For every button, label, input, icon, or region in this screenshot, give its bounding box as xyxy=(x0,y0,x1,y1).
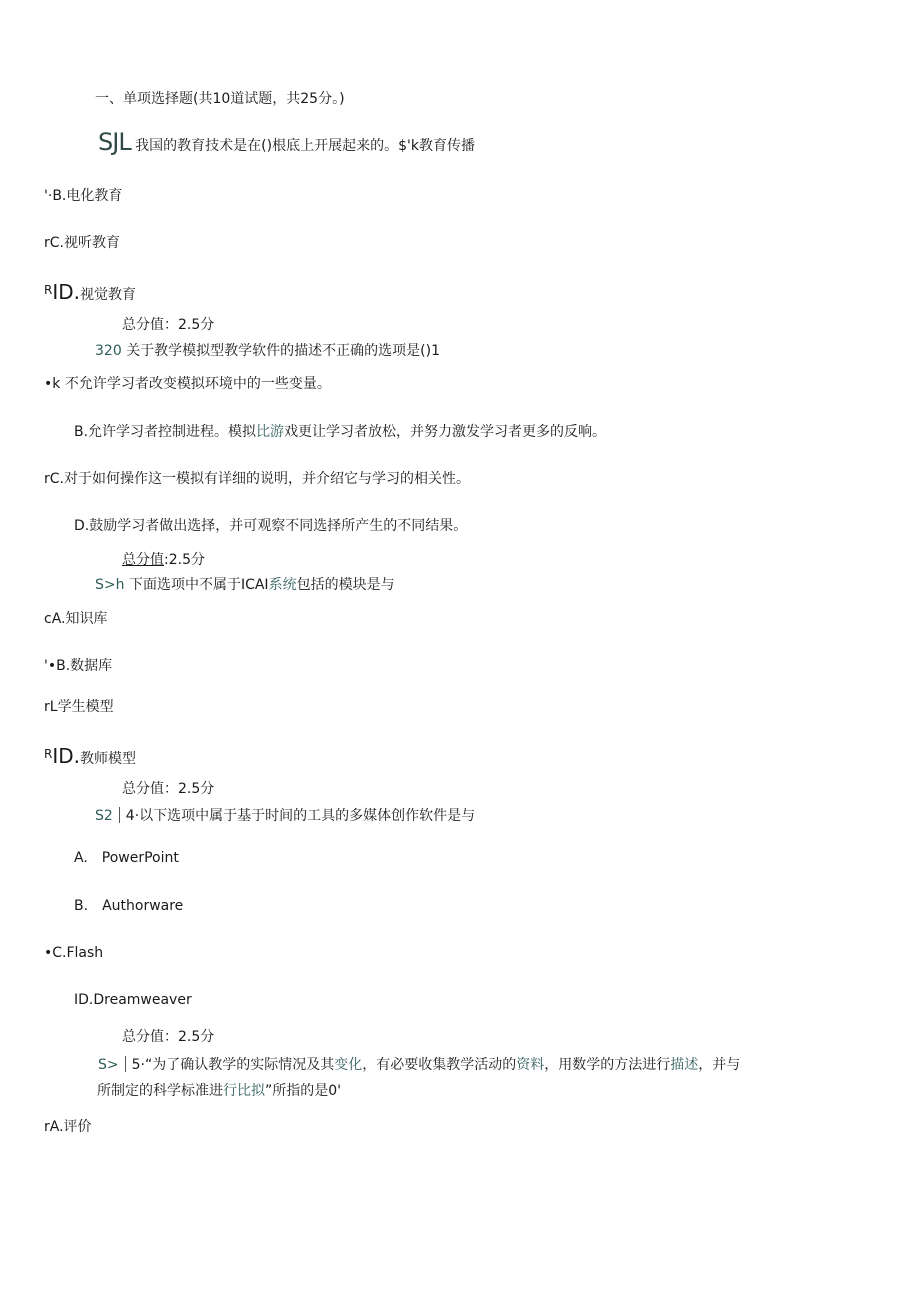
question-4-option-b[interactable]: B. Authorware xyxy=(74,898,184,914)
question-2-number: 320 xyxy=(95,343,122,359)
question-1-number: SJL xyxy=(98,128,131,156)
question-3-option-b[interactable]: '•B.数据库 xyxy=(44,658,113,674)
question-4-stem: S2 4·以下选项中属于基于时间的工具的多媒体创作软件是与 xyxy=(95,808,476,824)
question-3-score: 总分值：2.5分 xyxy=(122,781,215,797)
question-2-stem xyxy=(95,341,440,361)
question-1-stem xyxy=(98,128,475,156)
question-1-option-c[interactable]: rC.视听教育 xyxy=(44,235,120,251)
question-4-option-d[interactable]: ID.Dreamweaver xyxy=(74,992,192,1008)
question-1-mark: $'k xyxy=(398,138,419,154)
question-3-option-c[interactable]: rL学生模型 xyxy=(44,699,114,715)
question-5-stem-line-1: S> 5·“为了确认教学的实际情况及其变化，有必要收集教学活动的资料，用数学的方法进行描述，并与 xyxy=(98,1057,741,1073)
question-1-option-d[interactable]: RID.视觉教育 xyxy=(44,280,136,304)
question-3-number: S>h xyxy=(95,577,125,593)
question-2-option-d[interactable]: D.鼓励学习者做出选择，并可观察不同选择所产生的不同结果。 xyxy=(74,518,468,534)
question-1-score: 总分值：2.5分 xyxy=(122,317,215,333)
question-1-option-b[interactable]: '·B.电化教育 xyxy=(44,188,123,204)
question-5-number: S> xyxy=(98,1057,119,1073)
question-3-stem: S>h 下面选项中不属于ICAI系统包括的模块是与 xyxy=(95,577,395,593)
question-3-option-d[interactable]: RID.教师模型 xyxy=(44,744,136,768)
separator-bar xyxy=(119,807,120,823)
question-5-stem-line-2: 所制定的科学标准进行比拟”所指的是0' xyxy=(97,1083,342,1099)
question-4-score: 总分值：2.5分 xyxy=(122,1029,215,1045)
question-2-option-a[interactable]: •k 不允许学习者改变模拟环境中的一些变量。 xyxy=(44,376,331,392)
question-2-score: 总分值:2.5分 xyxy=(122,552,205,568)
question-3-option-a[interactable]: cA.知识库 xyxy=(44,611,108,627)
question-4-number: S2 xyxy=(95,808,113,824)
question-2-option-b[interactable]: B.允许学习者控制进程。模拟比游戏更让学习者放松，并努力激发学习者更多的反响。 xyxy=(74,424,607,440)
question-2-option-c[interactable]: rC.对于如何操作这一模拟有详细的说明，并介绍它与学习的相关性。 xyxy=(44,471,470,487)
question-4-option-c[interactable]: •C.Flash xyxy=(44,945,104,961)
question-1-text: 我国的教育技术是在()根底上开展起来的。 xyxy=(135,138,399,154)
question-2-text: 关于教学模拟型教学软件的描述不正确的选项是()1 xyxy=(126,343,441,359)
question-5-option-a[interactable]: rA.评价 xyxy=(44,1119,92,1135)
question-1-option-a[interactable]: 教育传播 xyxy=(418,138,475,154)
separator-bar xyxy=(125,1056,126,1072)
section-header: 一、单项选择题(共10道试题，共25分。) xyxy=(95,91,345,107)
question-4-option-a[interactable]: A. PowerPoint xyxy=(74,850,179,866)
